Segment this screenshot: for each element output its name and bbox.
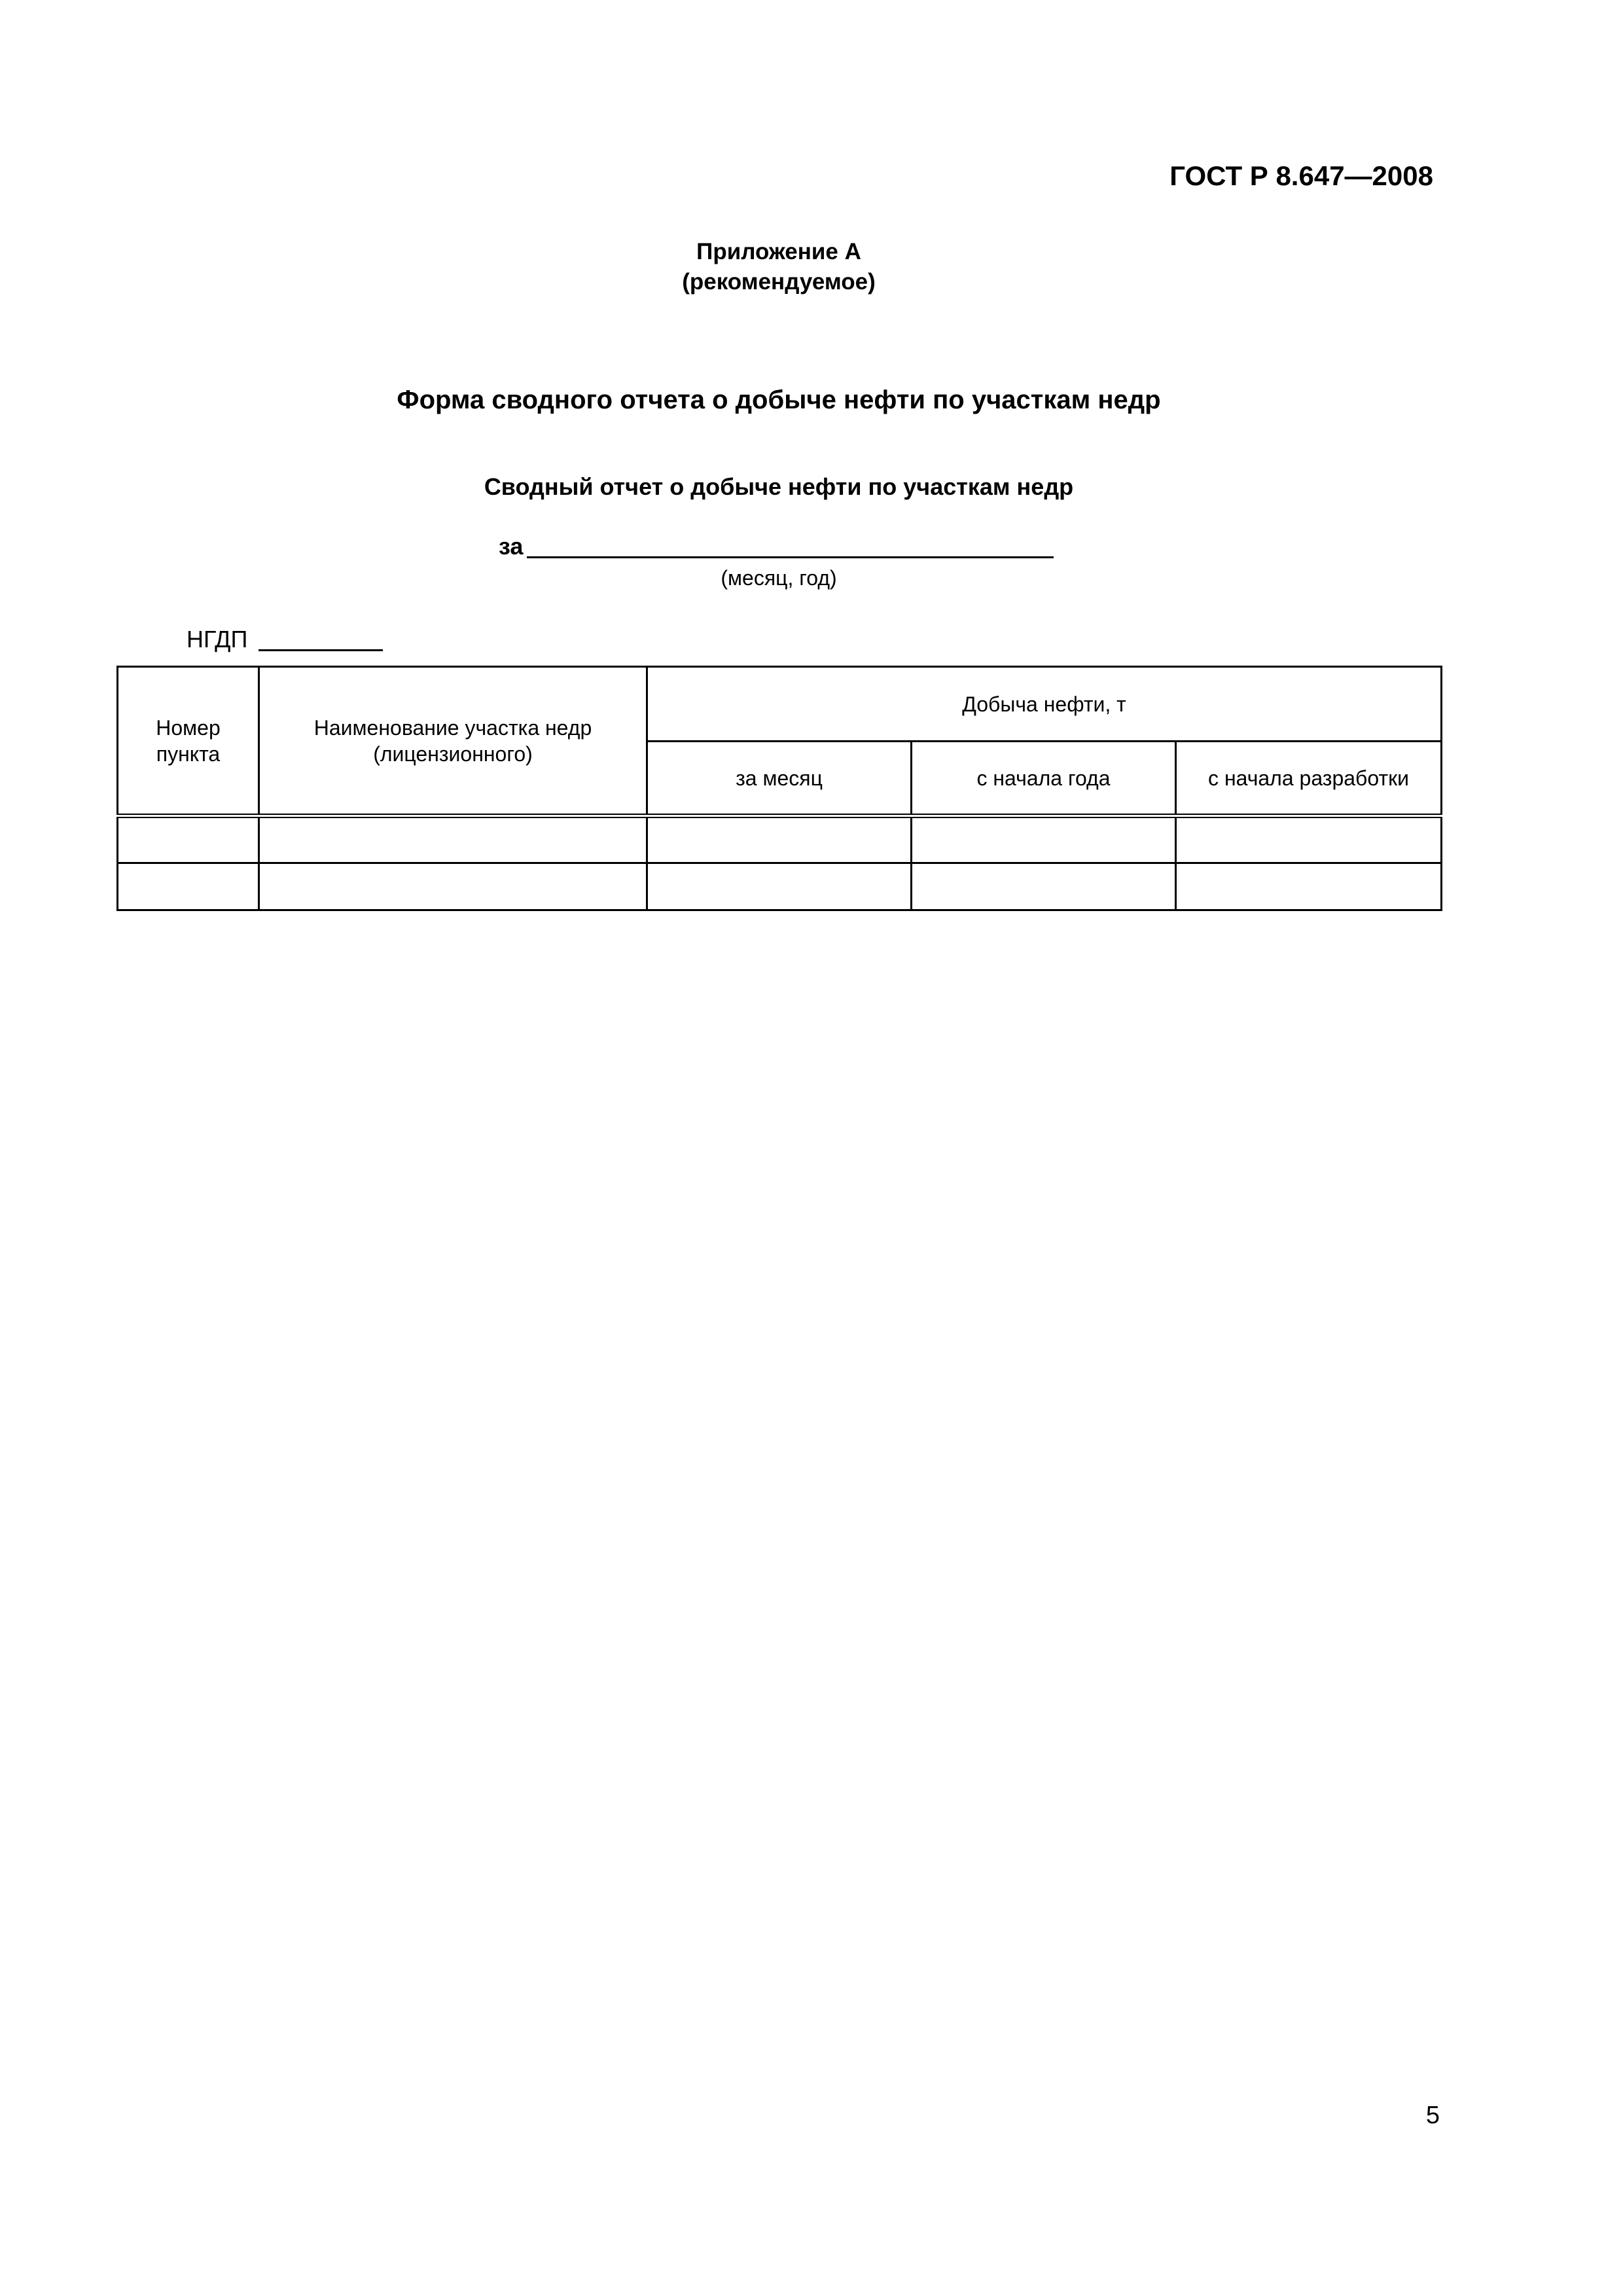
header-number: Номер пункта [118, 667, 259, 816]
header-since-development-start: с начала разработки [1176, 742, 1442, 816]
page-number: 5 [1425, 2102, 1440, 2129]
report-title: Сводный отчет о добыче нефти по участкам недр [484, 473, 1074, 500]
table-row [118, 816, 1442, 863]
table-cell[interactable] [647, 816, 912, 863]
table-cell[interactable] [259, 863, 647, 910]
table-cell[interactable] [1176, 863, 1442, 910]
table-row [118, 863, 1442, 910]
table-cell[interactable] [912, 863, 1176, 910]
form-title: Форма сводного отчета о добыче нефти по участкам недр [397, 386, 1161, 414]
header-oil-production: Добыча нефти, т [647, 667, 1442, 742]
period-hint: (месяц, год) [721, 566, 837, 590]
period-label: за [499, 533, 524, 560]
table-header-row [118, 667, 1442, 742]
ngdp-fill-line[interactable] [259, 649, 383, 651]
table-cell[interactable] [912, 816, 1176, 863]
document-code: ГОСТ Р 8.647—2008 [1169, 160, 1433, 191]
header-per-month: за месяц [647, 742, 912, 816]
table-cell[interactable] [118, 863, 259, 910]
header-since-year-start: с начала года [912, 742, 1176, 816]
table-cell[interactable] [647, 863, 912, 910]
period-fill-line[interactable] [527, 556, 1054, 558]
table-cell[interactable] [259, 816, 647, 863]
appendix-title: Приложение А [696, 239, 861, 264]
table-cell[interactable] [1176, 816, 1442, 863]
table-cell[interactable] [118, 816, 259, 863]
appendix-status: (рекомендуемое) [682, 269, 876, 295]
ngdp-label: НГДП [187, 626, 248, 653]
production-report-table [116, 666, 1442, 911]
header-site-name: Наименование участка недр (лицензионного) [259, 667, 647, 816]
